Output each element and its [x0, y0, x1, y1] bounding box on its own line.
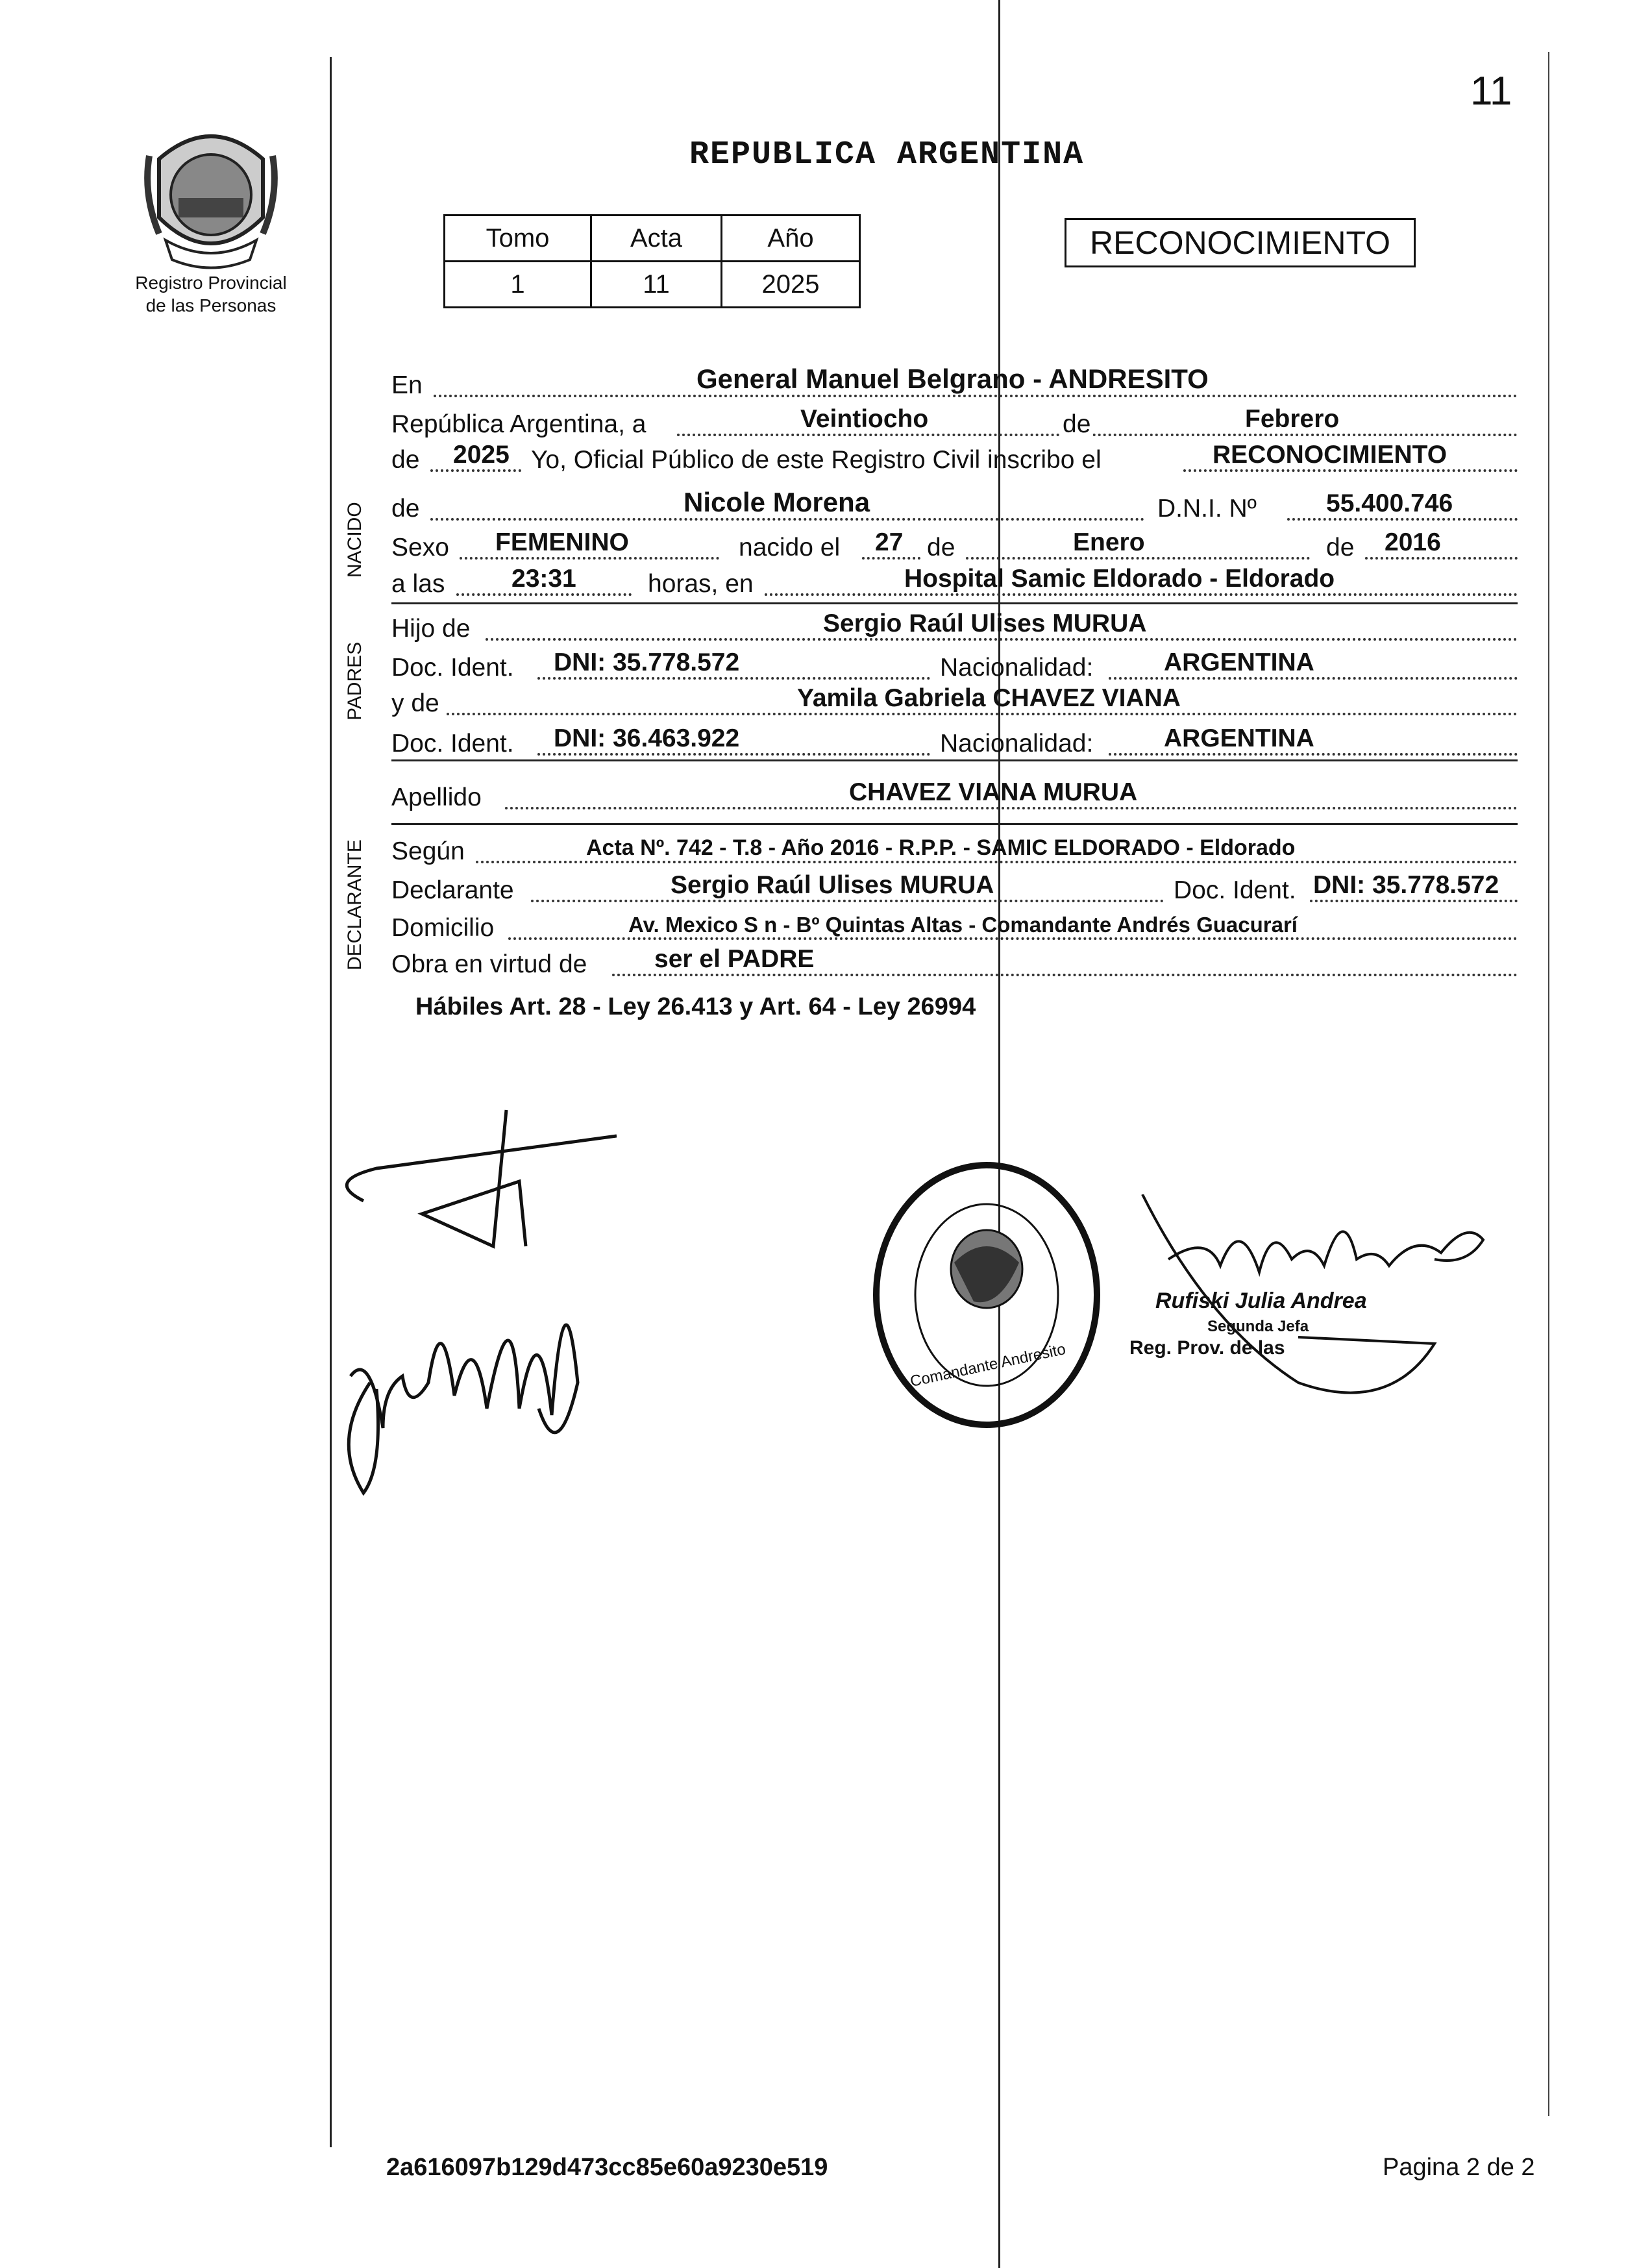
- meta-value-acta: 11: [591, 262, 722, 308]
- de5-label: de: [1326, 534, 1355, 561]
- document-title: REPUBLICA ARGENTINA: [689, 136, 1085, 173]
- yde-label: y de: [391, 689, 439, 717]
- row-hora: [391, 562, 1518, 601]
- domicilio-label: Domicilio: [391, 914, 495, 942]
- madre-value: Yamila Gabriela CHAVEZ VIANA: [797, 684, 1181, 712]
- row-madre-doc: [391, 722, 1518, 761]
- document-hash: 2a616097b129d473cc85e60a9230e519: [386, 2154, 828, 2181]
- page-indicator: Pagina 2 de 2: [1383, 2154, 1535, 2181]
- decl-doc-value: DNI: 35.778.572: [1313, 871, 1499, 899]
- alas-label: a las: [391, 570, 445, 598]
- registry-name-line2: de las Personas: [145, 295, 277, 315]
- province-logo: [133, 120, 289, 276]
- segun-value: Acta Nº. 742 - T.8 - Año 2016 - R.P.P. - SAMIC ELDORADO - Eldorado: [586, 835, 1296, 860]
- segun-label: Según: [391, 837, 465, 865]
- row-sexo: [391, 526, 1518, 565]
- official-org: Reg. Prov. de las: [1129, 1337, 1285, 1359]
- dia-value: Veintiocho: [800, 405, 929, 433]
- meta-header-tomo: Tomo: [445, 216, 591, 262]
- declarante-label: Declarante: [391, 876, 514, 904]
- declarant-signature: [344, 1103, 617, 1506]
- mes-value: Febrero: [1245, 405, 1340, 433]
- official-role: Segunda Jefa: [1207, 1318, 1309, 1335]
- meta-header-anio: Año: [722, 216, 860, 262]
- row-nombre: [391, 487, 1518, 526]
- madre-doc-value: DNI: 36.463.922: [554, 724, 740, 752]
- separator-apellido: [391, 823, 1518, 825]
- record-meta-table: [443, 214, 861, 308]
- row-segun: [391, 830, 1518, 869]
- padre-value: Sergio Raúl Ulises MURUA: [823, 610, 1147, 637]
- sexo-label: Sexo: [391, 534, 449, 561]
- left-margin-line: [330, 57, 332, 2147]
- padre-nac-value: ARGENTINA: [1164, 648, 1314, 676]
- right-margin-line: [1548, 52, 1549, 2116]
- nacido-label: nacido el: [739, 534, 841, 561]
- anio-value: 2025: [453, 441, 510, 469]
- row-padre-doc: [391, 646, 1518, 685]
- seal-inner-text: Comandante Andresito: [908, 1340, 1068, 1391]
- declarante-value: Sergio Raúl Ulises MURUA: [671, 871, 994, 899]
- side-label-declarante: DECLARANTE: [344, 839, 365, 970]
- en-value: General Manuel Belgrano - ANDRESITO: [696, 364, 1209, 394]
- madre-nac-label: Nacionalidad:: [940, 730, 1094, 758]
- meta-header-acta: Acta: [591, 216, 722, 262]
- horas-label: horas, en: [648, 570, 754, 598]
- dni-label: D.N.I. Nº: [1157, 495, 1257, 523]
- yo-label: Yo, Oficial Público de este Registro Civil inscribo el: [531, 446, 1102, 474]
- meta-value-tomo: 1: [445, 262, 591, 308]
- nac-mes: Enero: [1073, 528, 1145, 556]
- de4-label: de: [927, 534, 955, 561]
- page-number: 11: [1470, 69, 1512, 114]
- de-label: de: [1060, 410, 1093, 439]
- meta-value-anio: 2025: [722, 262, 860, 308]
- inscribo-value: RECONOCIMIENTO: [1213, 441, 1447, 469]
- madre-nac-value: ARGENTINA: [1164, 724, 1314, 752]
- center-fold-line: [998, 0, 1000, 2268]
- side-label-padres: PADRES: [344, 641, 365, 721]
- official-name: Rufiski Julia Andrea: [1155, 1288, 1367, 1313]
- habiles-note: Hábiles Art. 28 - Ley 26.413 y Art. 64 - Ley 26994: [415, 993, 976, 1020]
- hijo-label: Hijo de: [391, 615, 471, 643]
- obra-label: Obra en virtud de: [391, 950, 587, 978]
- madre-doc-label: Doc. Ident.: [391, 730, 514, 758]
- nac-dia: 27: [875, 528, 904, 556]
- row-domicilio: [391, 906, 1518, 945]
- obra-value: ser el PADRE: [654, 945, 815, 973]
- padre-doc-label: Doc. Ident.: [391, 654, 514, 682]
- en-label: En: [391, 371, 423, 399]
- dni-value: 55.400.746: [1326, 489, 1453, 517]
- separator-nacido: [391, 602, 1518, 604]
- row-apellido: [391, 776, 1518, 815]
- nac-anio: 2016: [1385, 528, 1441, 556]
- side-label-nacido: NACIDO: [344, 502, 365, 578]
- row-obra: [391, 943, 1518, 981]
- row-en: [391, 364, 1518, 402]
- de3-label: de: [391, 495, 420, 523]
- padre-nac-label: Nacionalidad:: [940, 654, 1094, 682]
- record-type-box: RECONOCIMIENTO: [1065, 218, 1416, 267]
- decl-doc-label: Doc. Ident.: [1174, 876, 1296, 904]
- lugar-value: Hospital Samic Eldorado - Eldorado: [904, 565, 1335, 593]
- apellido-value: CHAVEZ VIANA MURUA: [849, 778, 1138, 806]
- de2-label: de: [391, 446, 420, 474]
- apellido-label: Apellido: [391, 783, 482, 811]
- separator-padres: [391, 759, 1518, 761]
- registry-name-line1: Registro Provincial: [135, 273, 287, 293]
- republica-label: República Argentina, a: [391, 410, 647, 438]
- row-madre: [391, 682, 1518, 721]
- hora-value: 23:31: [511, 565, 576, 593]
- row-padre: [391, 607, 1518, 646]
- row-fecha: [391, 402, 1518, 441]
- row-inscribo: [391, 438, 1518, 477]
- sexo-value: FEMENINO: [495, 528, 629, 556]
- domicilio-value: Av. Mexico S n - Bº Quintas Altas - Comandante Andrés Guacurarí: [628, 913, 1298, 937]
- padre-doc-value: DNI: 35.778.572: [554, 648, 740, 676]
- row-declarante: [391, 869, 1518, 907]
- nombre-value: Nicole Morena: [684, 487, 870, 517]
